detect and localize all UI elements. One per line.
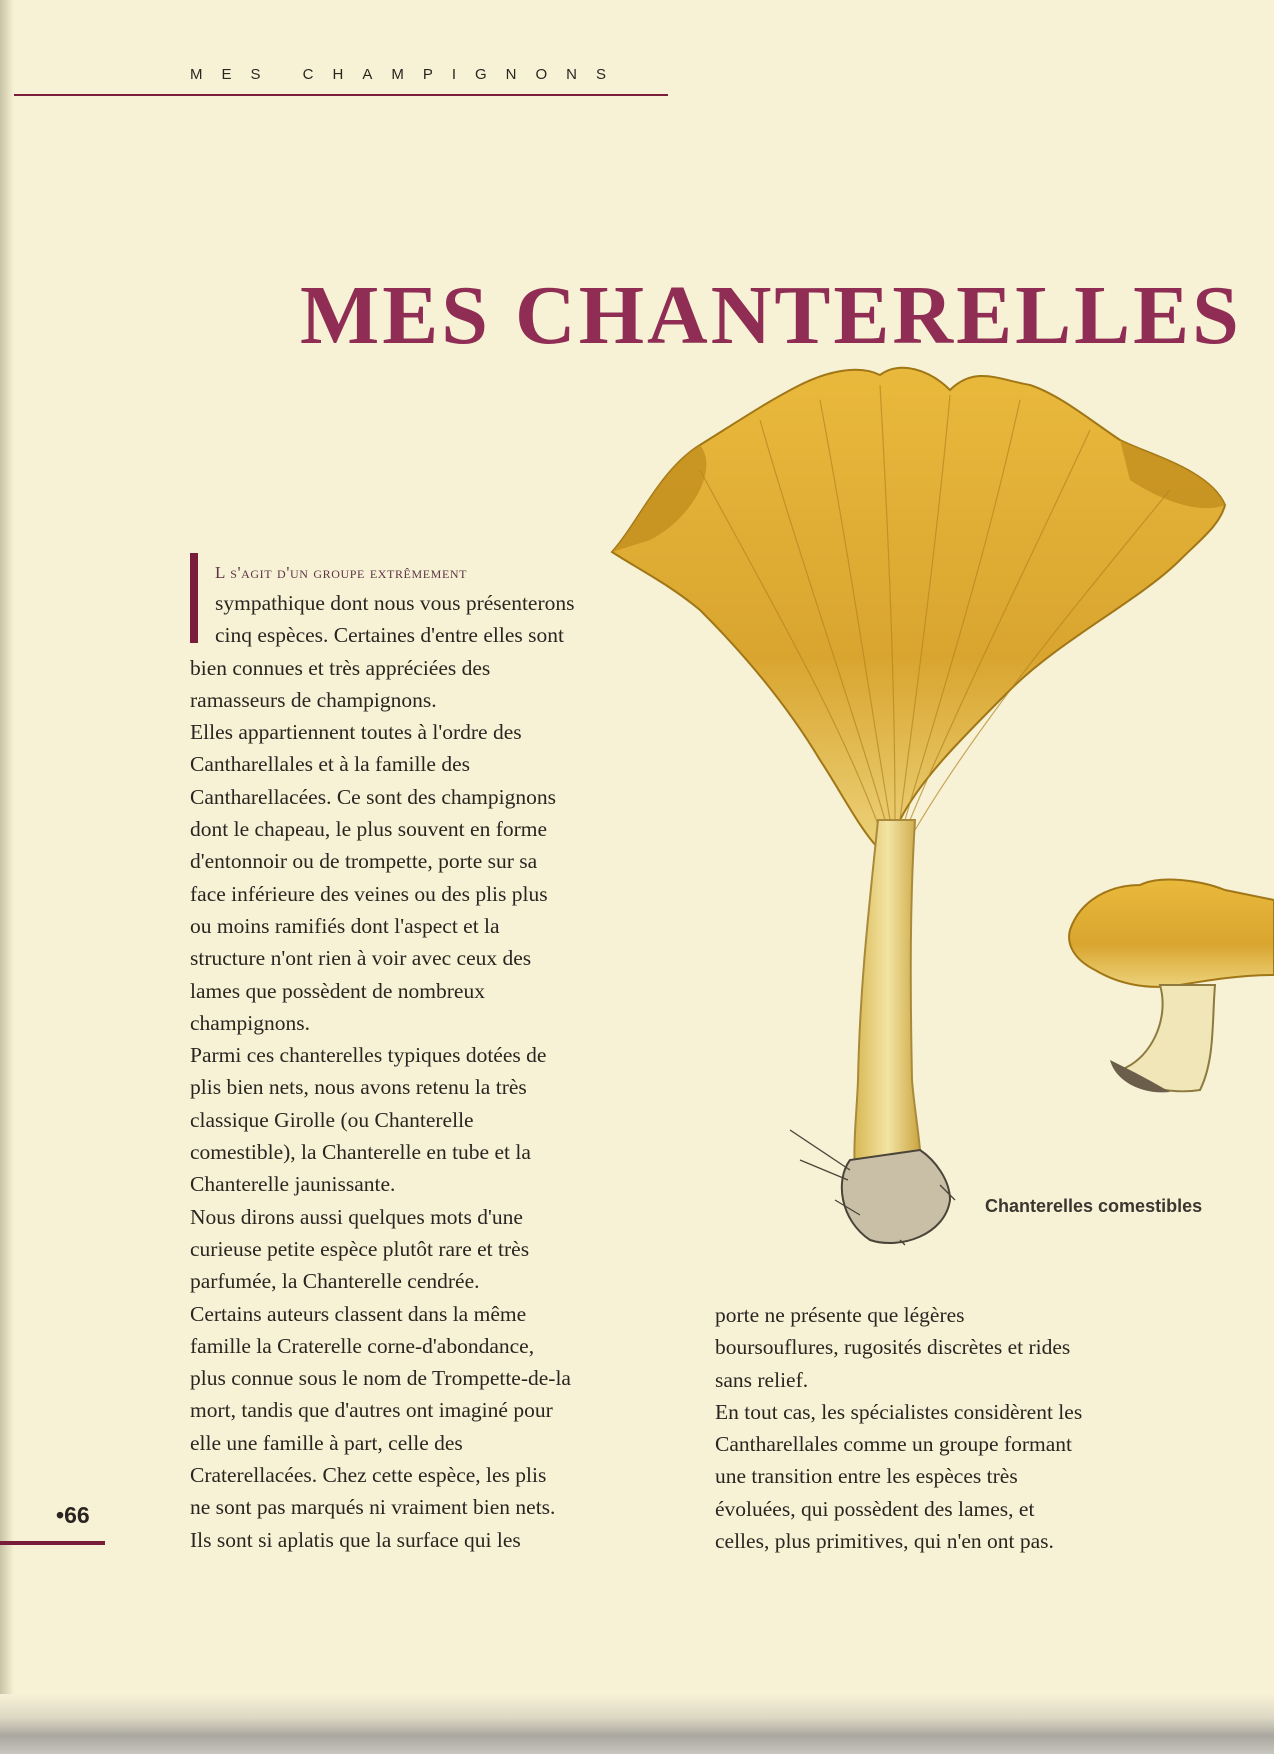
text-line: famille la Craterelle corne-d'abondance,	[190, 1333, 535, 1358]
page-number-value: 66	[64, 1502, 90, 1528]
text-line: Ils sont si aplatis que la surface qui les	[190, 1527, 521, 1552]
text-line: lames que possèdent de nombreux	[190, 978, 485, 1003]
text-line: parfumée, la Chanterelle cendrée.	[190, 1269, 480, 1294]
text-line: sans relief.	[715, 1367, 809, 1392]
text-line: face inférieure des veines ou des plis plus	[190, 881, 548, 906]
text-line: Nous dirons aussi quelques mots d'une	[190, 1204, 523, 1229]
text-line: comestible), la Chanterelle en tube et la	[190, 1140, 531, 1165]
text-line: boursouflures, rugosités discrètes et rides	[715, 1335, 1071, 1360]
small-chanterelle	[1069, 880, 1274, 1093]
page-number-rule	[0, 1541, 105, 1545]
text-line: plis bien nets, nous avons retenu la très	[190, 1075, 527, 1100]
text-line: celles, plus primitives, qui n'en ont pas.	[715, 1529, 1054, 1554]
page-number: •66	[56, 1502, 90, 1528]
text-line: sympathique dont nous vous présenterons	[215, 591, 575, 615]
text-line: Cantharellales comme un groupe formant	[715, 1432, 1073, 1457]
text-line: bien connues et très appréciées des	[190, 655, 491, 680]
text-line: ou moins ramifiés dont l'aspect et la	[190, 913, 500, 938]
text-line: Cantharellacées. Ce sont des champignons	[190, 784, 556, 809]
text-line: Certains auteurs classent dans la même	[190, 1301, 527, 1326]
text-line: dont le chapeau, le plus souvent en forme	[190, 817, 548, 842]
text-line: évoluées, qui possèdent des lames, et	[715, 1496, 1035, 1521]
text-line: Cantharellales et à la famille des	[190, 752, 470, 777]
text-line: elle une famille à part, celle des	[190, 1430, 463, 1455]
text-line: curieuse petite espèce plutôt rare et très	[190, 1236, 530, 1261]
text-line: mort, tandis que d'autres ont imaginé pour	[190, 1398, 553, 1423]
text-line: Elles appartiennent toutes à l'ordre des	[190, 720, 522, 745]
text-line: Parmi ces chanterelles typiques dotées de	[190, 1043, 547, 1068]
text-line: une transition entre les espèces très	[715, 1464, 1018, 1489]
large-chanterelle	[612, 368, 1225, 1245]
text-line: d'entonnoir ou de trompette, porte sur sa	[190, 849, 538, 874]
page-edge-shadow	[0, 1694, 1274, 1754]
body-column-right	[715, 1299, 1195, 1557]
text-line: porte ne présente que légères	[715, 1303, 965, 1327]
text-line: En tout cas, les spécialistes considèrent les	[715, 1399, 1083, 1424]
text-line: cinq espèces. Certaines d'entre elles sont	[215, 623, 564, 648]
text-line: ramasseurs de champignons.	[190, 687, 437, 712]
page-title: MES CHANTERELLES	[300, 269, 1242, 363]
text-line: champignons.	[190, 1010, 311, 1035]
lead-in-text: L s'agit d'un groupe extrêmement	[215, 563, 468, 582]
body-column-left	[190, 587, 670, 1556]
text-line: structure n'ont rien à voir avec ceux des	[190, 946, 532, 971]
illustration-caption: Chanterelles comestibles	[985, 1196, 1203, 1216]
text-line: Chanterelle jaunissante.	[190, 1172, 396, 1197]
text-line: Craterellacées. Chez cette espèce, les plis	[190, 1463, 547, 1488]
text-line: plus connue sous le nom de Trompette-de-la	[190, 1366, 571, 1391]
running-head: MES CHAMPIGNONS	[190, 66, 626, 83]
text-line: classique Girolle (ou Chanterelle	[190, 1107, 474, 1132]
text-line: ne sont pas marqués ni vraiment bien nets.	[190, 1495, 556, 1520]
